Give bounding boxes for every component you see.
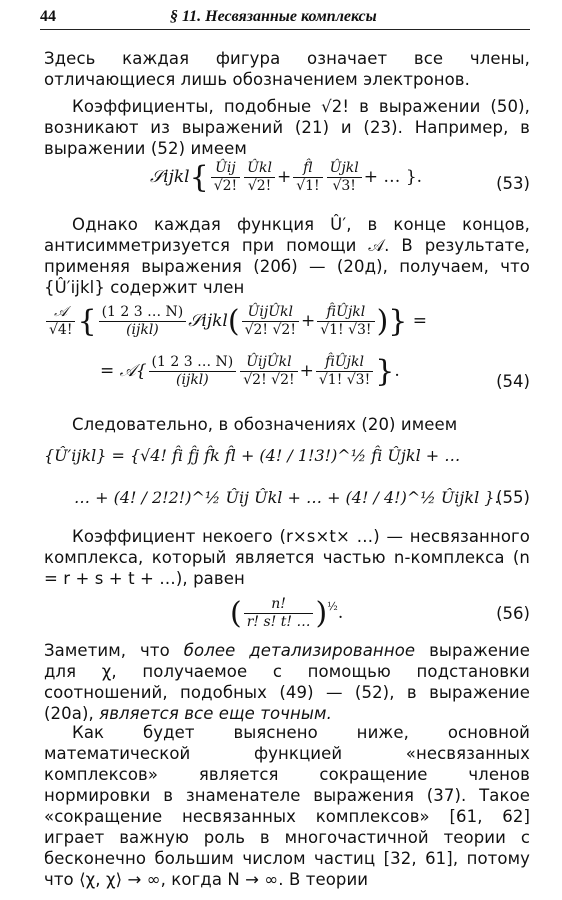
paragraph-2: Коэффициенты, подобные √2! в выражении (50), возникают из выражений (21) и (23). Например, в выражении (52) имеем [44, 97, 530, 158]
eq54-perm-num: (1 2 3 … N) [99, 304, 187, 322]
equation-54-line2: = 𝒜{ $\frac{(1 2 3 \dots N)}{\text{(ijkl)}}$ $\frac{\text{ÛijÛkl}}{√2! √2!}$ + $\frac{\text{f̂iÛjkl}}{√1! √3!}$ }. [100, 354, 400, 389]
eq53-term1-num: Ûij [211, 160, 240, 178]
para6-text-a: Заметим, что [44, 641, 184, 660]
paragraph-7: Как будет выяснено ниже, основной математической функцией «несвязанных комплексов» является сокращение членов нормировки в знаменателе выражения (37). Такое «сокращение несвязанных комплексов» [61, 62] играет важную роль в многочастичной теории с бесконечно большим числом частиц [32, 61], потому что ⟨χ, χ⟩ → ∞, когда N → ∞. В теории [44, 723, 530, 889]
eq53-term3-den: √1! [296, 178, 320, 194]
eq53-term2-num: Ûkl [244, 160, 275, 178]
equation-56: ( $\frac{n!}{r! s! t! \dots}$ )$^{\frac{1}{2}}$. [230, 596, 344, 631]
para6-italic-d: является все еще точным. [99, 704, 332, 723]
paragraph-4: Следовательно, в обозначениях (20) имеем [72, 415, 458, 434]
eq56-number: (56) [496, 604, 530, 623]
equation-54-line1: $\frac{\text{𝒜}}{√4!}$ { $\frac{(1 2 3 \dots N)}{\text{(ijkl)}}$ 𝒮ijkl( $\frac{\text{ÛijÛkl}}{√2! √2!}$ + $\frac{\text{f̂iÛjkl}}{√1! √3!}$ )} = [44, 304, 427, 339]
eq54-number: (54) [496, 372, 530, 391]
paragraph-6 [44, 640, 530, 724]
equation-53: 𝒮ijkl{ $\frac{\text{Ûij}}{√2!}$ $\frac{\text{Ûkl}}{√2!}$ + $\frac{f̂l}{√1!}$ $\frac{\text{Ûjkl}}{√3!}$ + … }. [150, 160, 423, 195]
eq54-f2-den: √1! √3! [320, 322, 372, 338]
eq54-line2-f1-den: √2! √2! [243, 372, 295, 388]
eq54-line2-perm-num: (1 2 3 … N) [149, 354, 237, 372]
equation-55-line1: {Û′ijkl} = {√4! f̂i f̂j f̂k f̂l + (4! / 1!3!)^½ f̂i Ûjkl + … [44, 446, 461, 465]
eq53-tail: + … }. [363, 167, 423, 187]
eq53-term3-num: f̂l [293, 160, 322, 178]
eq54-a-den: √4! [49, 322, 73, 338]
eq54-s: 𝒮ijkl [188, 311, 228, 331]
equation-55-line2: … + (4! / 2!2!)^½ Ûij Ûkl + … + (4! / 4!)^½ Ûijkl }. [74, 488, 500, 507]
eq56-exp: ½ [327, 600, 338, 613]
eq54-f1-den: √2! √2! [244, 322, 296, 338]
paragraph-3: Однако каждая функция Û′, в конце концов, антисимметризуется при помощи 𝒜. В результате, применяя выражения (20б) — (20д), получаем, что {Û′ijkl} содержит член [44, 215, 530, 297]
eq53-term4-num: Ûjkl [327, 160, 362, 178]
eq54-f1-num: ÛijÛkl [242, 304, 299, 322]
eq54-a-num: 𝒜 [46, 304, 75, 322]
paragraph-5: Коэффициент некоего (r×s×t× …) — несвязанного комплекса, который является частью n-комплекса (n = r + s + t + …), равен [44, 527, 530, 588]
eq54-eqsign: = [412, 311, 428, 331]
eq56-num: n! [244, 596, 314, 614]
eq53-lhs: 𝒮ijkl [150, 167, 190, 187]
eq53-term1-den: √2! [213, 178, 238, 194]
header-rule [40, 29, 530, 30]
eq54-line2-f2-num: f̂iÛjkl [316, 354, 373, 372]
para6-text-c: выражение для χ, получаемое с помощью подстановки соотношений, подобных (49) — (52), в выражение (20а), [44, 641, 530, 723]
eq54-f2-num: f̂iÛjkl [317, 304, 374, 322]
para6-italic-b: более детализированное [183, 641, 416, 660]
eq53-term4-den: √3! [332, 178, 356, 194]
eq53-term2-den: √2! [247, 178, 272, 194]
eq53-number: (53) [496, 174, 530, 193]
eq54-line2-lead: = 𝒜{ [100, 361, 147, 381]
eq54-line2-f1-num: ÛijÛkl [240, 354, 297, 372]
eq56-den: r! s! t! … [246, 614, 311, 630]
paragraph-1: Здесь каждая фигура означает все члены, отличающиеся лишь обозначением электронов. [44, 49, 530, 89]
running-title: § 11. Несвязанные комплексы [170, 8, 377, 25]
eq55-number: (55) [496, 488, 530, 507]
eq54-perm-den: (ijkl) [126, 322, 159, 338]
page-header [40, 8, 530, 30]
page-number: 44 [40, 8, 56, 25]
eq54-line2-f2-den: √1! √3! [318, 372, 371, 388]
eq54-line2-perm-den: (ijkl) [176, 372, 209, 388]
